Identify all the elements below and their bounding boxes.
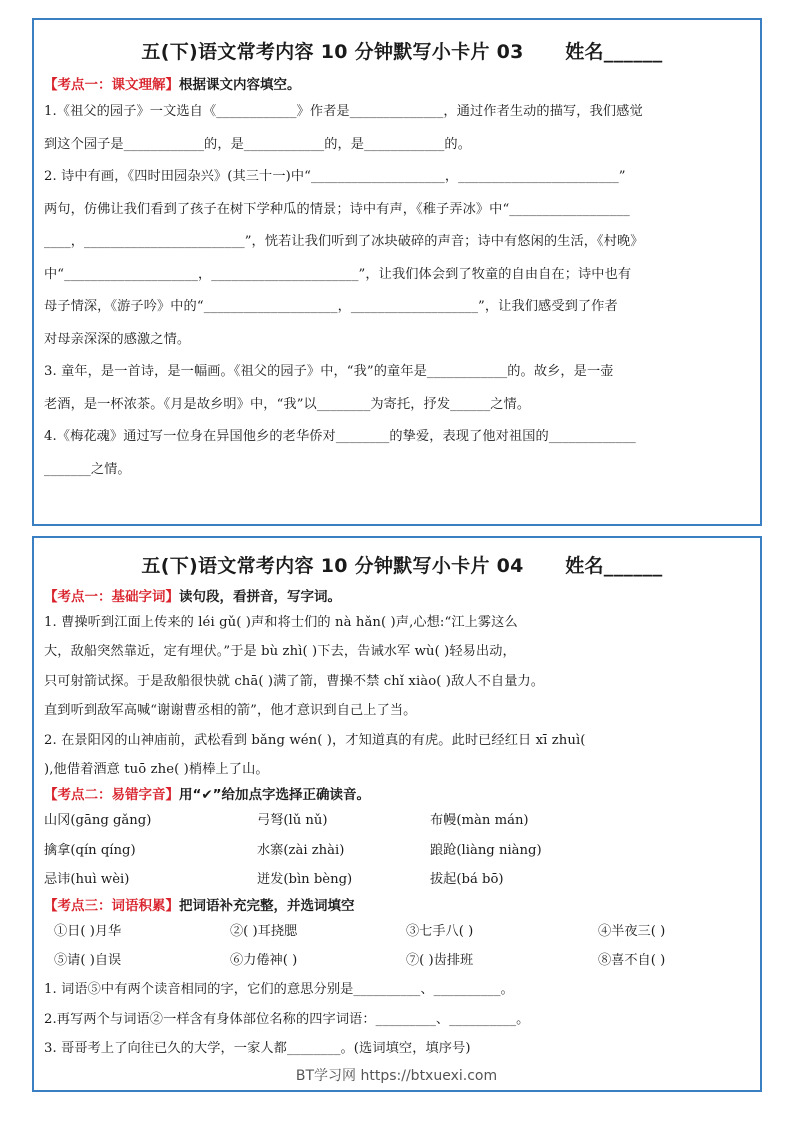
question-line: 1.《祖父的园子》一文选自《____________》作者是______________，通过作者生动的描写，我们感觉 <box>44 104 643 119</box>
question-line: 2.再写两个与词语②一样含有身体部位名称的四字词语：_________、__________。 <box>44 1011 530 1027</box>
pronunciation-item: 迸发(bìn bèng) <box>257 872 353 888</box>
pronunciation-item: 水寨(zài zhài) <box>257 842 345 858</box>
idiom-item: ⑤请( )自误 <box>54 953 122 969</box>
section-instruction: 根据课文内容填空。 <box>179 77 301 93</box>
pronunciation-item: 拔起(bá bō) <box>430 872 504 888</box>
watermark: BT学习网 https://btxuexi.com <box>295 1068 498 1084</box>
question-line: 两句，仿佛让我们看到了孩子在树下学种瓜的情景；诗中有声，《稚子弄冰》中“__________________ <box>44 201 630 217</box>
dictation-card-04 <box>32 536 762 1092</box>
question-line: 只可射箭试探。于是敌船很快就 chā( )满了箭，曹操不禁 chǐ xiào( )敌人不自量力。 <box>44 673 545 689</box>
section-instruction: 用“✔”给加点字选择正确读音。 <box>179 787 371 804</box>
question-line: _______之情。 <box>44 461 131 477</box>
idiom-item: ②( )耳挠腮 <box>230 923 298 939</box>
card-title: 五(下)语文常考内容 10 分钟默写小卡片 04 姓名______ <box>141 555 663 577</box>
question-line: 2. 诗中有画，《四时田园杂兴》(其三十一)中“____________________，________________________” <box>44 169 626 184</box>
section-heading <box>44 895 760 917</box>
section-heading <box>44 74 760 96</box>
dictation-card-03 <box>32 18 762 526</box>
question-line: 母子情深，《游子吟》中的“____________________，___________________”，让我们感受到了作者 <box>44 299 618 314</box>
card-title: 五(下)语文常考内容 10 分钟默写小卡片 03 姓名______ <box>141 41 663 63</box>
pronunciation-item: 弓弩(lǔ nǔ) <box>257 813 328 829</box>
question-line: ____，________________________”，恍若让我们听到了冰块破碎的声音；诗中有悠闲的生活，《村晚》 <box>44 234 644 249</box>
question-line: 2. 在景阳冈的山神庙前，武松看到 bǎng wén( )，才知道真的有虎。此时已经红日 xī zhuì( <box>44 732 586 748</box>
question-line: 1. 曹操听到江面上传来的 léi gǔ( )声和将士们的 nà hǎn( )声,心想:“江上雾这么 <box>44 615 518 630</box>
idiom-item: ⑧喜不自( ) <box>598 953 666 969</box>
question-line: ),他借着酒意 tuō zhe( )梢棒上了山。 <box>44 762 269 778</box>
idiom-item: ⑥力倦神( ) <box>230 953 298 969</box>
section-instruction: 把词语补充完整，并选词填空 <box>179 897 355 914</box>
question-line: 大，敌船突然靠近，定有埋伏。”于是 bù zhì( )下去，告诫水军 wù( )轻易出动， <box>44 644 516 660</box>
pronunciation-item: 布幔(màn mán) <box>430 813 529 829</box>
question-line: 老酒，是一杯浓茶。《月是故乡明》中，“我”以________为寄托，抒发______之情。 <box>44 396 531 412</box>
idiom-item: ④半夜三( ) <box>598 923 666 939</box>
idiom-grid <box>44 917 760 976</box>
question-line: 4.《梅花魂》通过写一位身在异国他乡的老华侨对________的挚爱，表现了他对祖国的_____________ <box>44 429 636 444</box>
question-line: 3. 童年，是一首诗，是一幅画。《祖父的园子》中，“我”的童年是____________的。故乡，是一壶 <box>44 364 614 379</box>
idiom-item: ⑦( )齿排班 <box>406 953 474 969</box>
idiom-item: ①日( )月华 <box>54 923 122 939</box>
section-label: 【考点一：基础字词】 <box>44 589 179 605</box>
question-line: 直到听到敌军高喊“谢谢曹丞相的箭”，他才意识到自己上了当。 <box>44 703 417 719</box>
question-line: 1. 词语⑤中有两个读音相同的字，它们的意思分别是__________、__________。 <box>44 982 514 998</box>
question-line: 到这个园子是____________的，是____________的，是____________的。 <box>44 136 471 152</box>
pronunciation-item: 踉跄(liàng niàng) <box>430 842 542 858</box>
pronunciation-item: 擒拿(qín qíng) <box>44 842 136 858</box>
idiom-item: ③七手八( ) <box>406 923 474 939</box>
question-line: 中“____________________，______________________”，让我们体会到了牧童的自由自在；诗中也有 <box>44 266 632 282</box>
section-heading <box>44 586 760 608</box>
pronunciation-item: 忌讳(huì wèi) <box>44 872 130 888</box>
section-label: 【考点二：易错字音】 <box>44 787 179 804</box>
pronunciation-grid <box>44 806 760 894</box>
section-instruction: 读句段，看拼音，写字词。 <box>179 589 341 605</box>
section-heading <box>44 784 760 806</box>
section-label: 【考点三：词语积累】 <box>44 897 179 914</box>
section-label: 【考点一：课文理解】 <box>44 77 179 93</box>
question-line: 对母亲深深的感激之情。 <box>44 331 191 347</box>
question-line: 3. 哥哥考上了向往已久的大学，一家人都________。(选词填空，填序号) <box>44 1041 471 1057</box>
pronunciation-item: 山冈(gāng gǎng) <box>44 813 152 829</box>
